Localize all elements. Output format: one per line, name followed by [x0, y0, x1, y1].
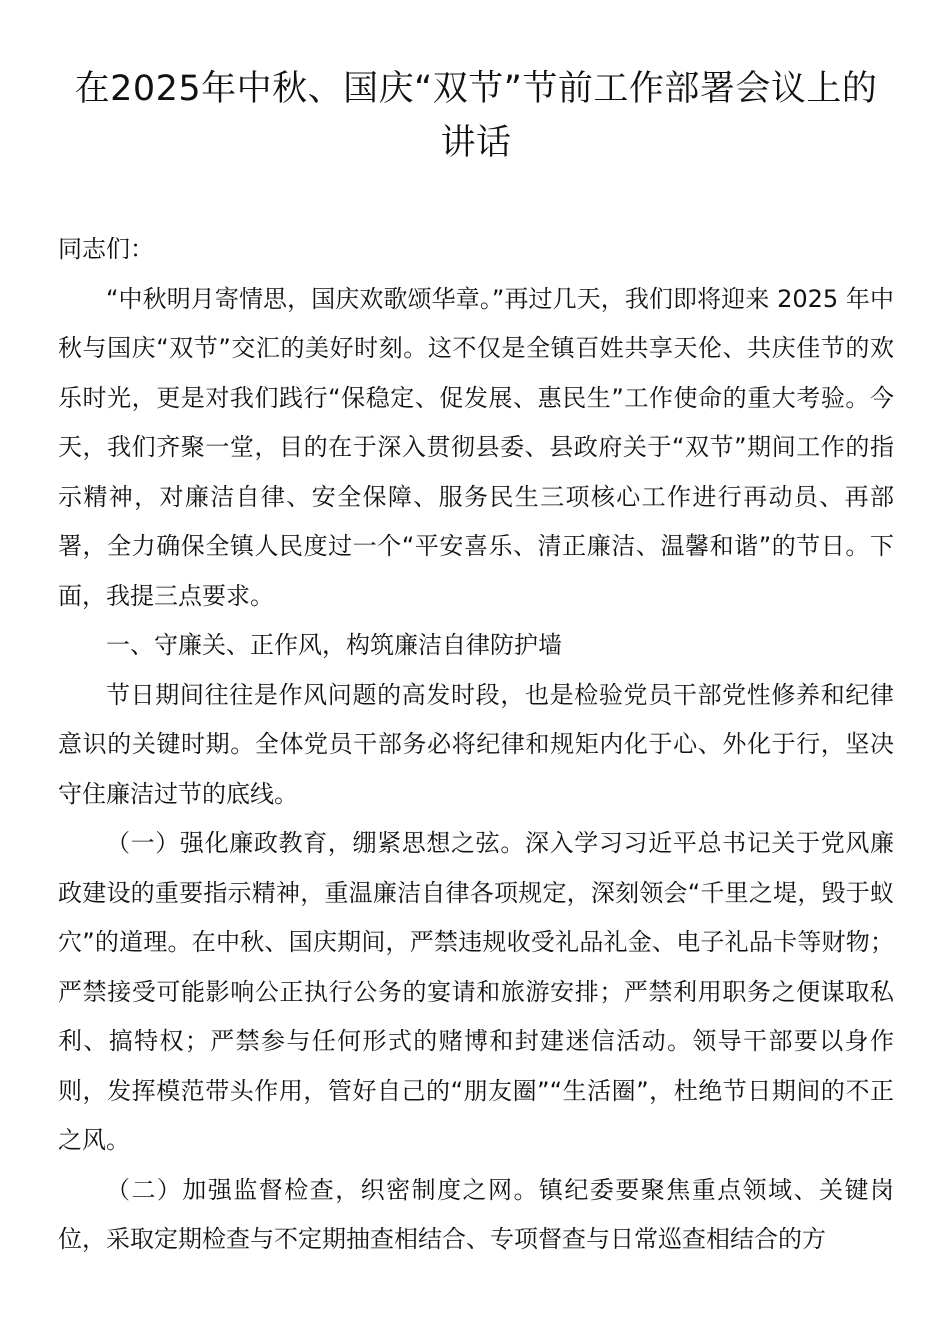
document-title: 在2025年中秋、国庆“双节”节前工作部署会议上的讲话	[74, 69, 878, 163]
document-page	[58, 62, 894, 1265]
greeting: 同志们：	[58, 235, 154, 263]
paragraph-subsection-1: （一）强化廉政教育，绷紧思想之弦。深入学习习近平总书记关于党风廉政建设的重要指示精神，重温廉洁自律各项规定，深刻领会“千里之堤，毁于蚁穴”的道理。在中秋、国庆期间，严禁违规收受礼品礼金、电子礼品卡等财物；严禁接受可能影响公正执行公务的宴请和旅游安排；严禁利用职务之便谋取私利、搞特权；严禁参与任何形式的赌博和封建迷信活动。领导干部要以身作则，发挥模范带头作用，管好自己的“朋友圈”“生活圈”，杜绝节日期间的不正之风。	[58, 829, 894, 1154]
paragraph-intro: “中秋明月寄情思，国庆欢歌颂华章。”再过几天，我们即将迎来 2025 年中秋与国庆“双节”交汇的美好时刻。这不仅是全镇百姓共享天伦、共庆佳节的欢乐时光，更是对我们践行“保稳定、促发展、惠民生”工作使命的重大考验。今天，我们齐聚一堂，目的在于深入贯彻县委、县政府关于“双节”期间工作的指示精神，对廉洁自律、安全保障、服务民生三项核心工作进行再动员、再部署，全力确保全镇人民度过一个“平安喜乐、清正廉洁、温馨和谐”的节日。下面，我提三点要求。	[58, 284, 894, 610]
paragraph-subsection-2: （二）加强监督检查，织密制度之网。镇纪委要聚焦重点领域、关键岗位，采取定期检查与不定期抽查相结合、专项督查与日常巡查相结合的方	[58, 1175, 894, 1253]
paragraph-section-1-intro: 节日期间往往是作风问题的高发时段，也是检验党员干部党性修养和纪律意识的关键时期。全体党员干部务必将纪律和规矩内化于心、外化于行，坚决守住廉洁过节的底线。	[58, 680, 894, 808]
document-body	[58, 225, 894, 1265]
section-heading-1: 一、守廉关、正作风，构筑廉洁自律防护墙	[106, 631, 562, 659]
